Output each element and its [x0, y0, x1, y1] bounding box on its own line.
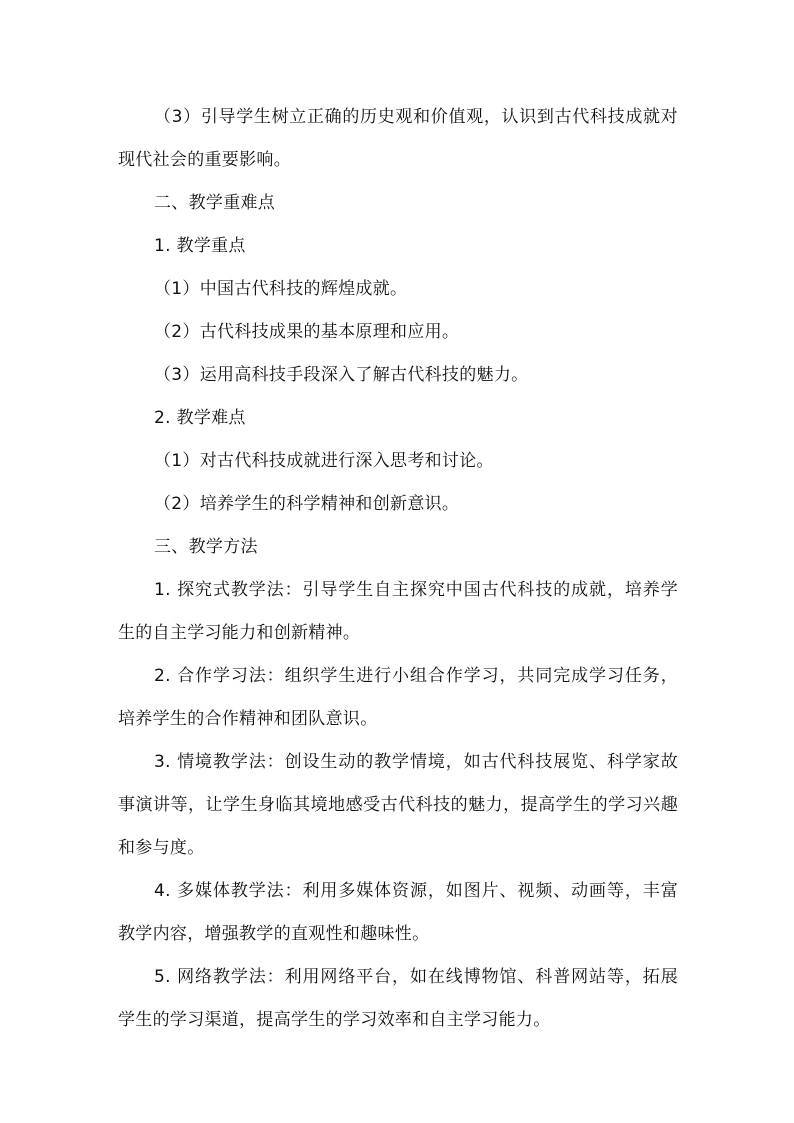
- objective-3-paragraph: （3）引导学生树立正确的历史观和价值观，认识到古代科技成就对现代社会的重要影响。: [118, 107, 678, 170]
- difficulty-item-2: （2）培养学生的科学精神和创新意识。: [154, 494, 460, 514]
- method-situational-paragraph: 3. 情境教学法：创设生动的教学情境，如古代科技展览、科学家故事演讲等，让学生身临其境地感受古代科技的魅力，提高学生的学习兴趣和参与度。: [118, 752, 678, 858]
- document-body: [118, 96, 678, 1042]
- subheading-teaching-focus: 1. 教学重点: [154, 236, 246, 256]
- method-cooperative-paragraph: 2. 合作学习法：组织学生进行小组合作学习，共同完成学习任务，培养学生的合作精神和团队意识。: [118, 666, 678, 729]
- subheading-teaching-difficulty: 2. 教学难点: [154, 408, 246, 428]
- method-network-paragraph: 5. 网络教学法：利用网络平台，如在线博物馆、科普网站等，拓展学生的学习渠道，提高学生的学习效率和自主学习能力。: [118, 967, 678, 1030]
- difficulty-item-1: （1）对古代科技成就进行深入思考和讨论。: [154, 451, 494, 471]
- focus-item-2: （2）古代科技成果的基本原理和应用。: [154, 322, 460, 342]
- method-inquiry-paragraph: 1. 探究式教学法：引导学生自主探究中国古代科技的成就，培养学生的自主学习能力和创新精神。: [118, 580, 678, 643]
- focus-item-3: （3）运用高科技手段深入了解古代科技的魅力。: [154, 365, 529, 385]
- method-multimedia-paragraph: 4. 多媒体教学法：利用多媒体资源，如图片、视频、动画等，丰富教学内容，增强教学的直观性和趣味性。: [118, 881, 678, 944]
- section-heading-teaching-methods: 三、教学方法: [154, 537, 258, 557]
- section-heading-key-difficult-points: 二、教学重难点: [154, 193, 276, 213]
- focus-item-1: （1）中国古代科技的辉煌成就。: [154, 279, 408, 299]
